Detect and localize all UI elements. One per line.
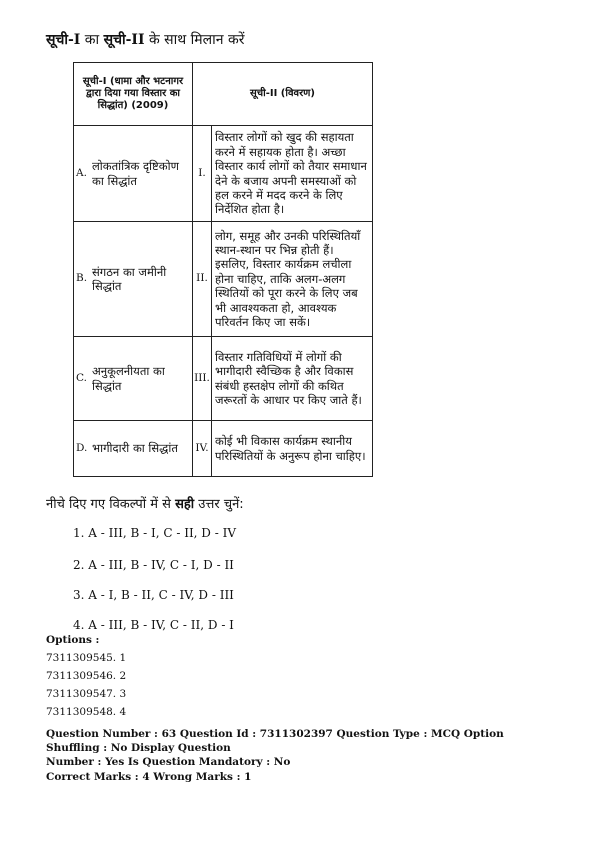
matching-table: [73, 62, 373, 477]
title-text-end: के साथ मिलान करें: [144, 32, 245, 48]
row-roman: II.: [193, 222, 212, 337]
row-letter: A.: [74, 126, 91, 222]
table-header-row: [74, 63, 373, 126]
answer-option-1[interactable]: 1. A - III, B - I, C - II, D - IV: [73, 526, 237, 540]
row-letter: B.: [74, 222, 91, 337]
instruction-part: नीचे दिए गए विकल्पों में से: [46, 497, 176, 512]
answer-option-4[interactable]: 4. A - III, B - IV, C - II, D - I: [73, 618, 234, 632]
list-1-label: सूची-I: [46, 32, 81, 48]
table-row: [74, 222, 373, 337]
list-2-item: लोग, समूह और उनकी परिस्थितियाँ स्थान-स्थान पर भिन्न होती हैं। इसलिए, विस्तार कार्यक्रम लचीला होना चाहिए, ताकि अलग-अलग स्थितियों को पूरा करने के लिए जब भी आवश्यकता हो, आवश्यक परिवर्तन किए जा सकें।: [212, 222, 373, 337]
answer-option-3[interactable]: 3. A - I, B - II, C - IV, D - III: [73, 588, 234, 602]
options-label: Options :: [46, 634, 100, 646]
list-2-label: सूची-II: [103, 32, 145, 48]
list-2-header: सूची-II (विवरण): [193, 63, 373, 126]
list-2-item: कोई भी विकास कार्यक्रम स्थानीय परिस्थितियों के अनुरूप होना चाहिए।: [212, 421, 373, 477]
metadata-line: Number : Yes Is Question Mandatory : No: [46, 756, 291, 769]
table-row: [74, 421, 373, 477]
row-roman: III.: [193, 337, 212, 421]
option-id: 7311309545. 1: [46, 652, 127, 664]
answer-option-2[interactable]: 2. A - III, B - IV, C - I, D - II: [73, 558, 234, 572]
metadata-line: Question Number : 63 Question Id : 7311302397 Question Type : MCQ Option Shuffling : No Display Question: [46, 728, 504, 755]
list-1-header: सूची-I (धामा और भटनागर द्वारा दिया गया विस्तार का सिद्धांत) (2009): [74, 63, 193, 126]
table-row: [74, 337, 373, 421]
option-id: 7311309547. 3: [46, 688, 127, 700]
row-roman: IV.: [193, 421, 212, 477]
question-metadata: [46, 727, 556, 784]
metadata-line: Correct Marks : 4 Wrong Marks : 1: [46, 770, 252, 783]
row-roman: I.: [193, 126, 212, 222]
row-letter: D.: [74, 421, 91, 477]
list-2-item: विस्तार लोगों को खुद की सहायता करने में सहायक होता है। अच्छा विस्तार कार्य लोगों को तैयार समाधान देने के बजाय अपनी समस्याओं को हल करने में मदद करने के लिए निर्देशित होता है।: [212, 126, 373, 222]
option-id: 7311309546. 2: [46, 670, 127, 682]
question-title: [46, 30, 244, 49]
instruction-part-end: उत्तर चुनें:: [194, 497, 244, 512]
row-letter: C.: [74, 337, 91, 421]
list-1-item: लोकतांत्रिक दृष्टिकोण का सिद्धांत: [90, 126, 193, 222]
title-text: का: [80, 32, 104, 48]
list-1-item: अनुकूलनीयता का सिद्धांत: [90, 337, 193, 421]
table-row: [74, 126, 373, 222]
instruction-text: [46, 494, 244, 512]
instruction-emphasis: सही: [175, 497, 195, 512]
list-1-item: भागीदारी का सिद्धांत: [90, 421, 193, 477]
list-1-item: संगठन का जमीनी सिद्धांत: [90, 222, 193, 337]
option-id: 7311309548. 4: [46, 706, 127, 718]
list-2-item: विस्तार गतिविधियों में लोगों की भागीदारी स्वैच्छिक है और विकास संबंधी हस्तक्षेप लोगों की कथित जरूरतों के आधार पर किए जाते हैं।: [212, 337, 373, 421]
